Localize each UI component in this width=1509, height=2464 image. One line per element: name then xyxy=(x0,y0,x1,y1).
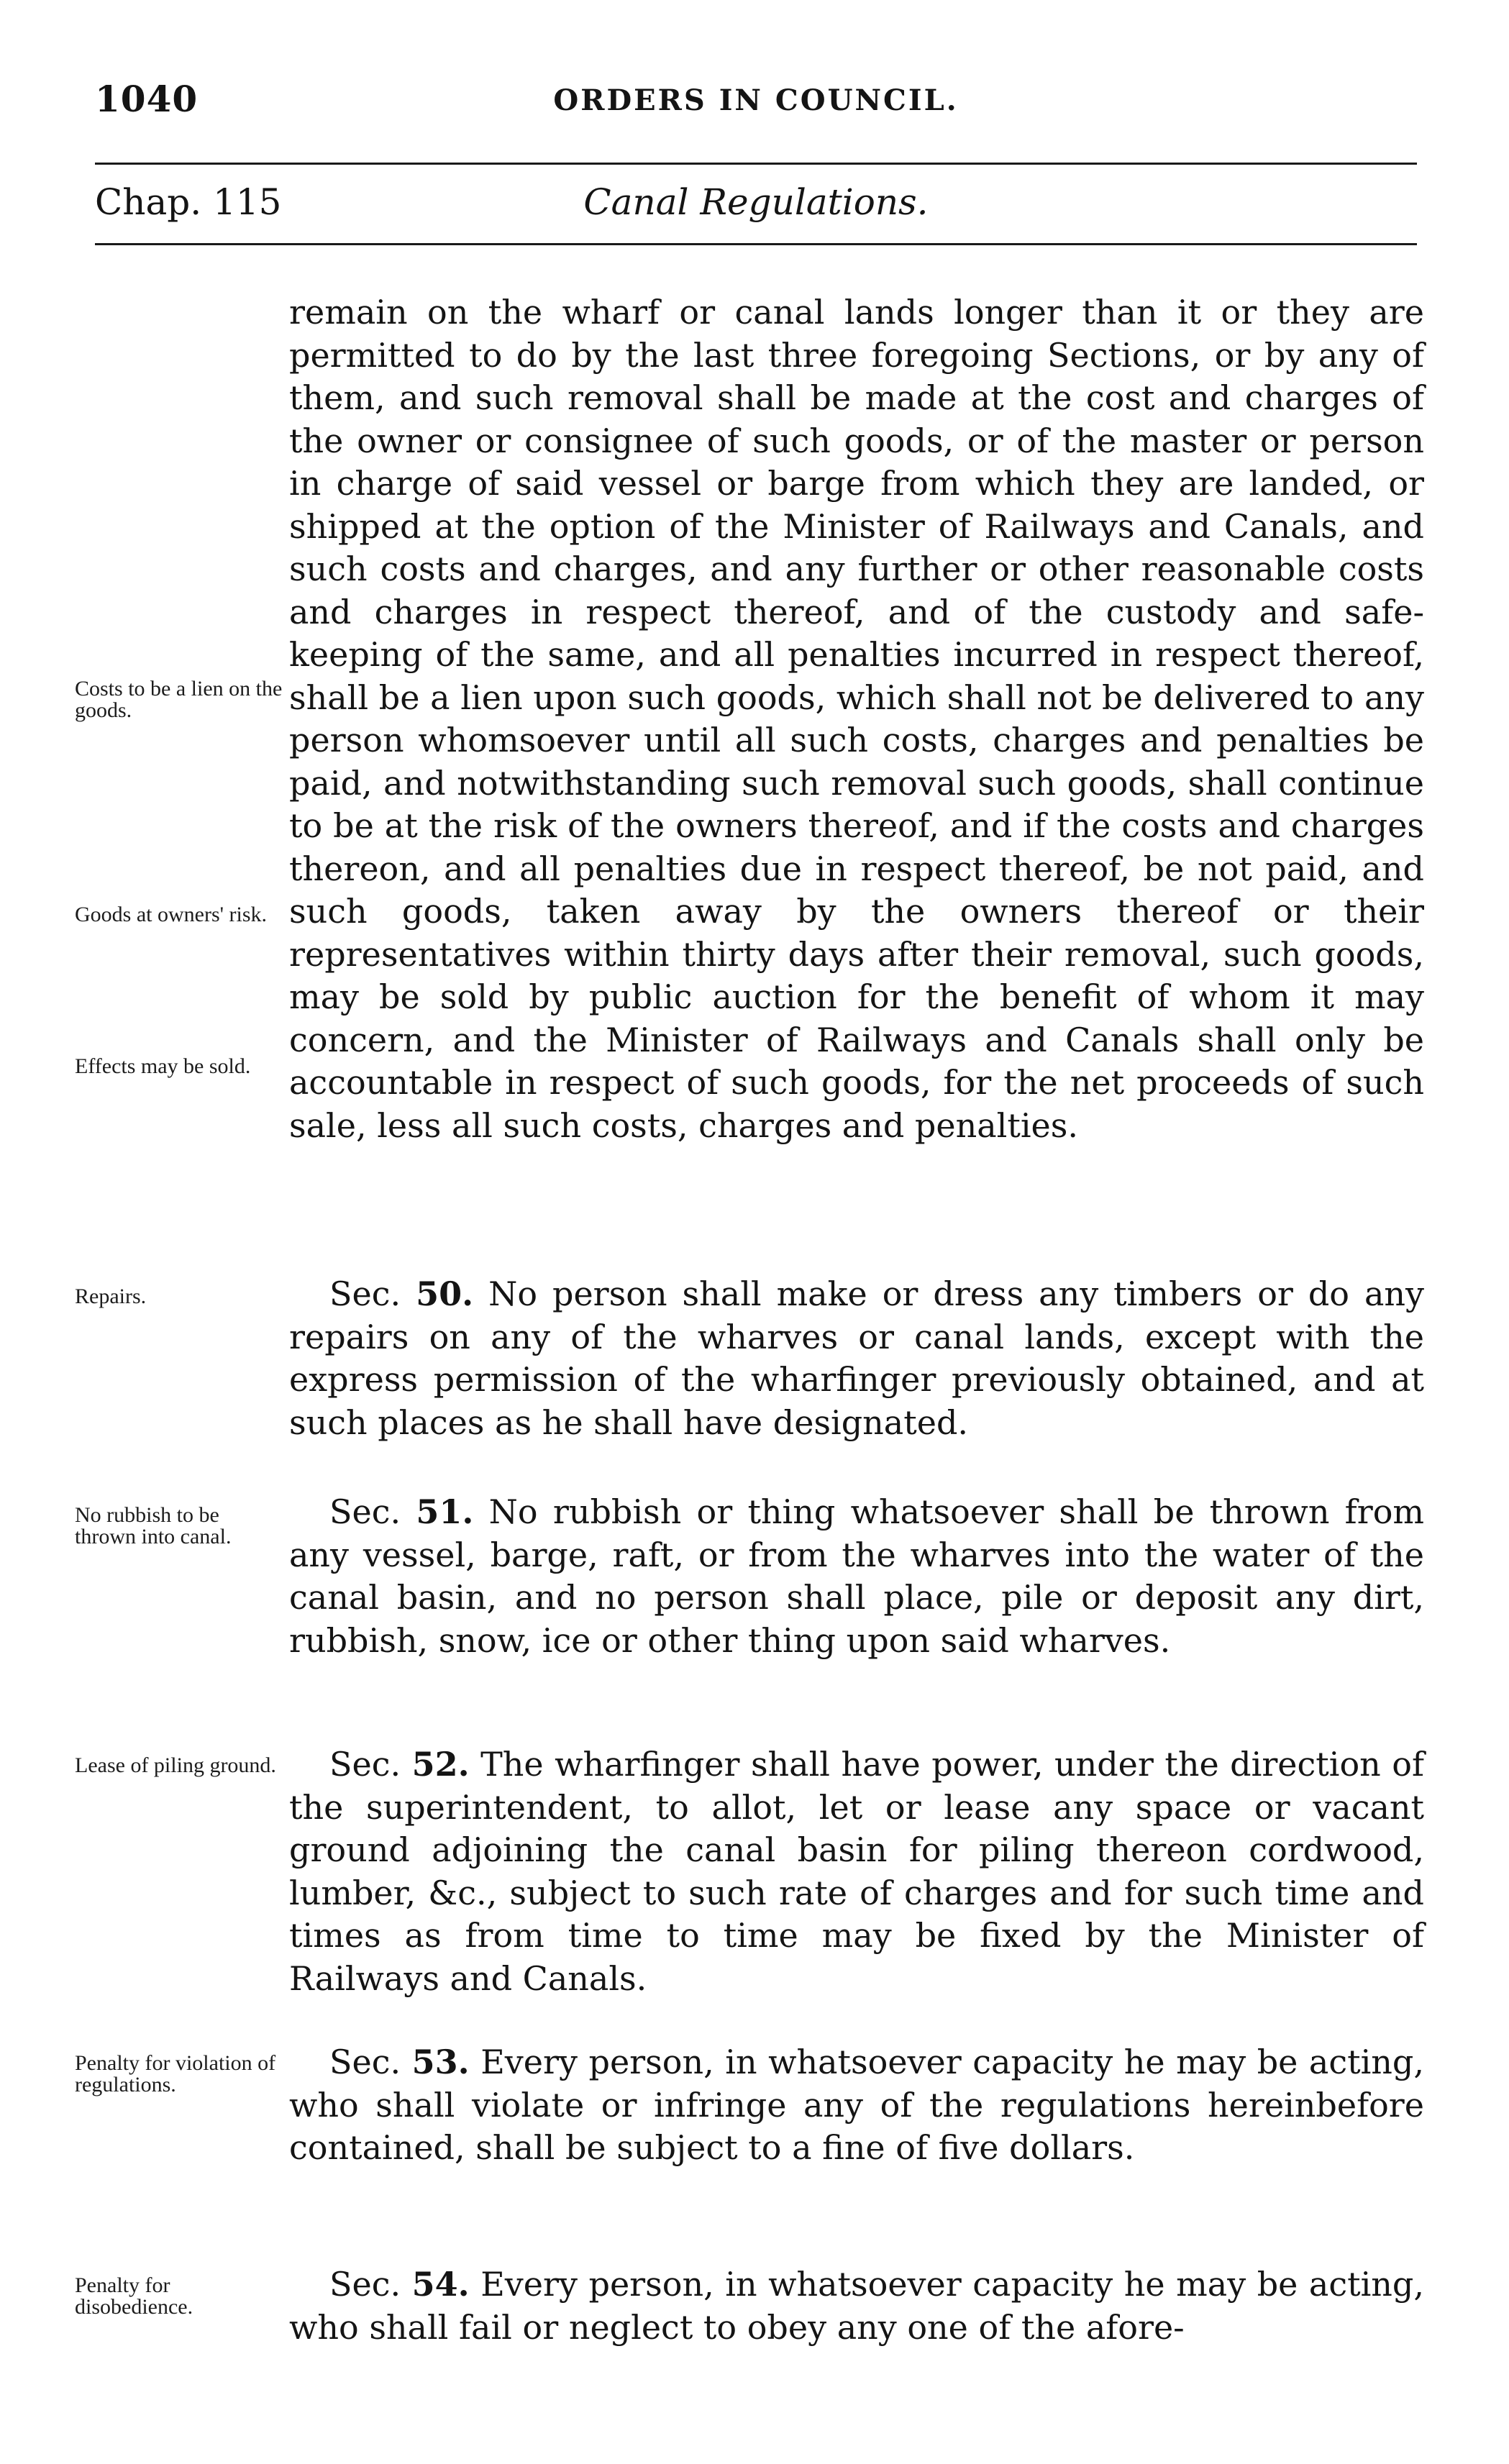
margin-note-costs-lien: Costs to be a lien on the goods. xyxy=(75,677,283,722)
margin-note-repairs: Repairs. xyxy=(75,1285,147,1308)
margin-note-penalty-violation: Penalty for violation of regulations. xyxy=(75,2051,276,2096)
paragraph-section-53 xyxy=(289,2041,1424,2170)
section-title: Canal Regulations. xyxy=(583,181,929,223)
running-head: ORDERS IN COUNCIL. xyxy=(553,83,959,117)
section-text: No rubbish or thing whatsoever shall be thrown from any vessel, barge, raft, or from the wharves into the water of the canal basin, and no person shall place, pile or deposit any dirt, rubbish, snow, ice or other thing upon said wharves. xyxy=(289,1492,1425,1660)
section-number: 53. xyxy=(411,2043,470,2081)
section-number: 50. xyxy=(416,1274,474,1313)
paragraph-section-51 xyxy=(289,1491,1424,1662)
margin-note-penalty-disobedience: Penalty for disobedience. xyxy=(75,2273,193,2319)
section-label: Sec. xyxy=(329,1492,401,1531)
paragraph-section-50 xyxy=(289,1273,1424,1444)
section-text: The wharfinger shall have power, under the direction of the superintendent, to allot, let or lease any space or vacant ground adjoining the canal basin for piling thereon cordwood, lumber, &c., subject to such rate of charges and for such time and times as from time to time may be fixed by the Minister of Railways and Canals. xyxy=(289,1745,1424,1998)
section-number: 54. xyxy=(411,2265,470,2304)
section-label: Sec. xyxy=(329,1274,401,1313)
section-text: Every person, in whatsoever capacity he may be acting, who shall violate or infringe any of the regulations hereinbefore contained, shall be subject to a fine of five dollars. xyxy=(289,2043,1424,2167)
paragraph-continuation: remain on the wharf or canal lands longer than it or they are permitted to do by the last three foregoing Sections, or by any of them, and such removal shall be made at the cost and charges of the owner or consignee of such goods, or of the master or person in charge of said vessel or barge from which they are landed, or shipped at the option of the Minister of Railways and Canals, and such costs and charges, and any further or other reasonable costs and charges in respect thereof, and of the custody and safe-keeping of the same, and all penalties incurred in respect thereof, shall be a lien upon such goods, which shall not be delivered to any person whomsoever until all such costs, charges and penalties be paid, and notwithstanding such removal such goods, shall continue to be at the risk of the owners thereof, and if the costs and charges thereon, and all penalties due in respect thereof, be not paid, and such goods, taken away by the owners thereof or their representatives within thirty days after their removal, such goods, may be sold by public auction for the benefit of whom it may concern, and the Minister of Railways and Canals shall only be accountable in respect of such goods, for the net proceeds of such sale, less all such costs, charges and penalties. xyxy=(289,293,1424,1145)
page-number: 1040 xyxy=(95,78,199,120)
paragraph-section-52 xyxy=(289,1743,1424,2000)
margin-note-lease-piling: Lease of piling ground. xyxy=(75,1753,276,1777)
margin-note-goods-at-risk: Goods at owners' risk. xyxy=(75,903,268,926)
section-text: No person shall make or dress any timbers or do any repairs on any of the wharves or canal lands, except with the express permission of the wharfinger previously obtained, and at such places as he shall have designated. xyxy=(289,1274,1424,1442)
header-rule-top xyxy=(95,163,1417,165)
section-label: Sec. xyxy=(329,1745,401,1784)
subheader xyxy=(95,181,1417,232)
section-label: Sec. xyxy=(329,2043,401,2081)
section-number: 51. xyxy=(416,1492,474,1531)
header-rule-bottom xyxy=(95,243,1417,245)
section-text: Every person, in whatsoever capacity he may be acting, who shall fail or neglect to obey any one of the afore- xyxy=(289,2265,1424,2347)
section-number: 52. xyxy=(411,1745,470,1784)
margin-note-no-rubbish: No rubbish to be thrown into canal. xyxy=(75,1503,232,1548)
chapter-label: Chap. 115 xyxy=(95,181,282,223)
section-label: Sec. xyxy=(329,2265,401,2304)
page-header xyxy=(95,78,1417,121)
margin-note-effects-sold: Effects may be sold. xyxy=(75,1054,251,1078)
paragraph-section-54 xyxy=(289,2263,1424,2349)
